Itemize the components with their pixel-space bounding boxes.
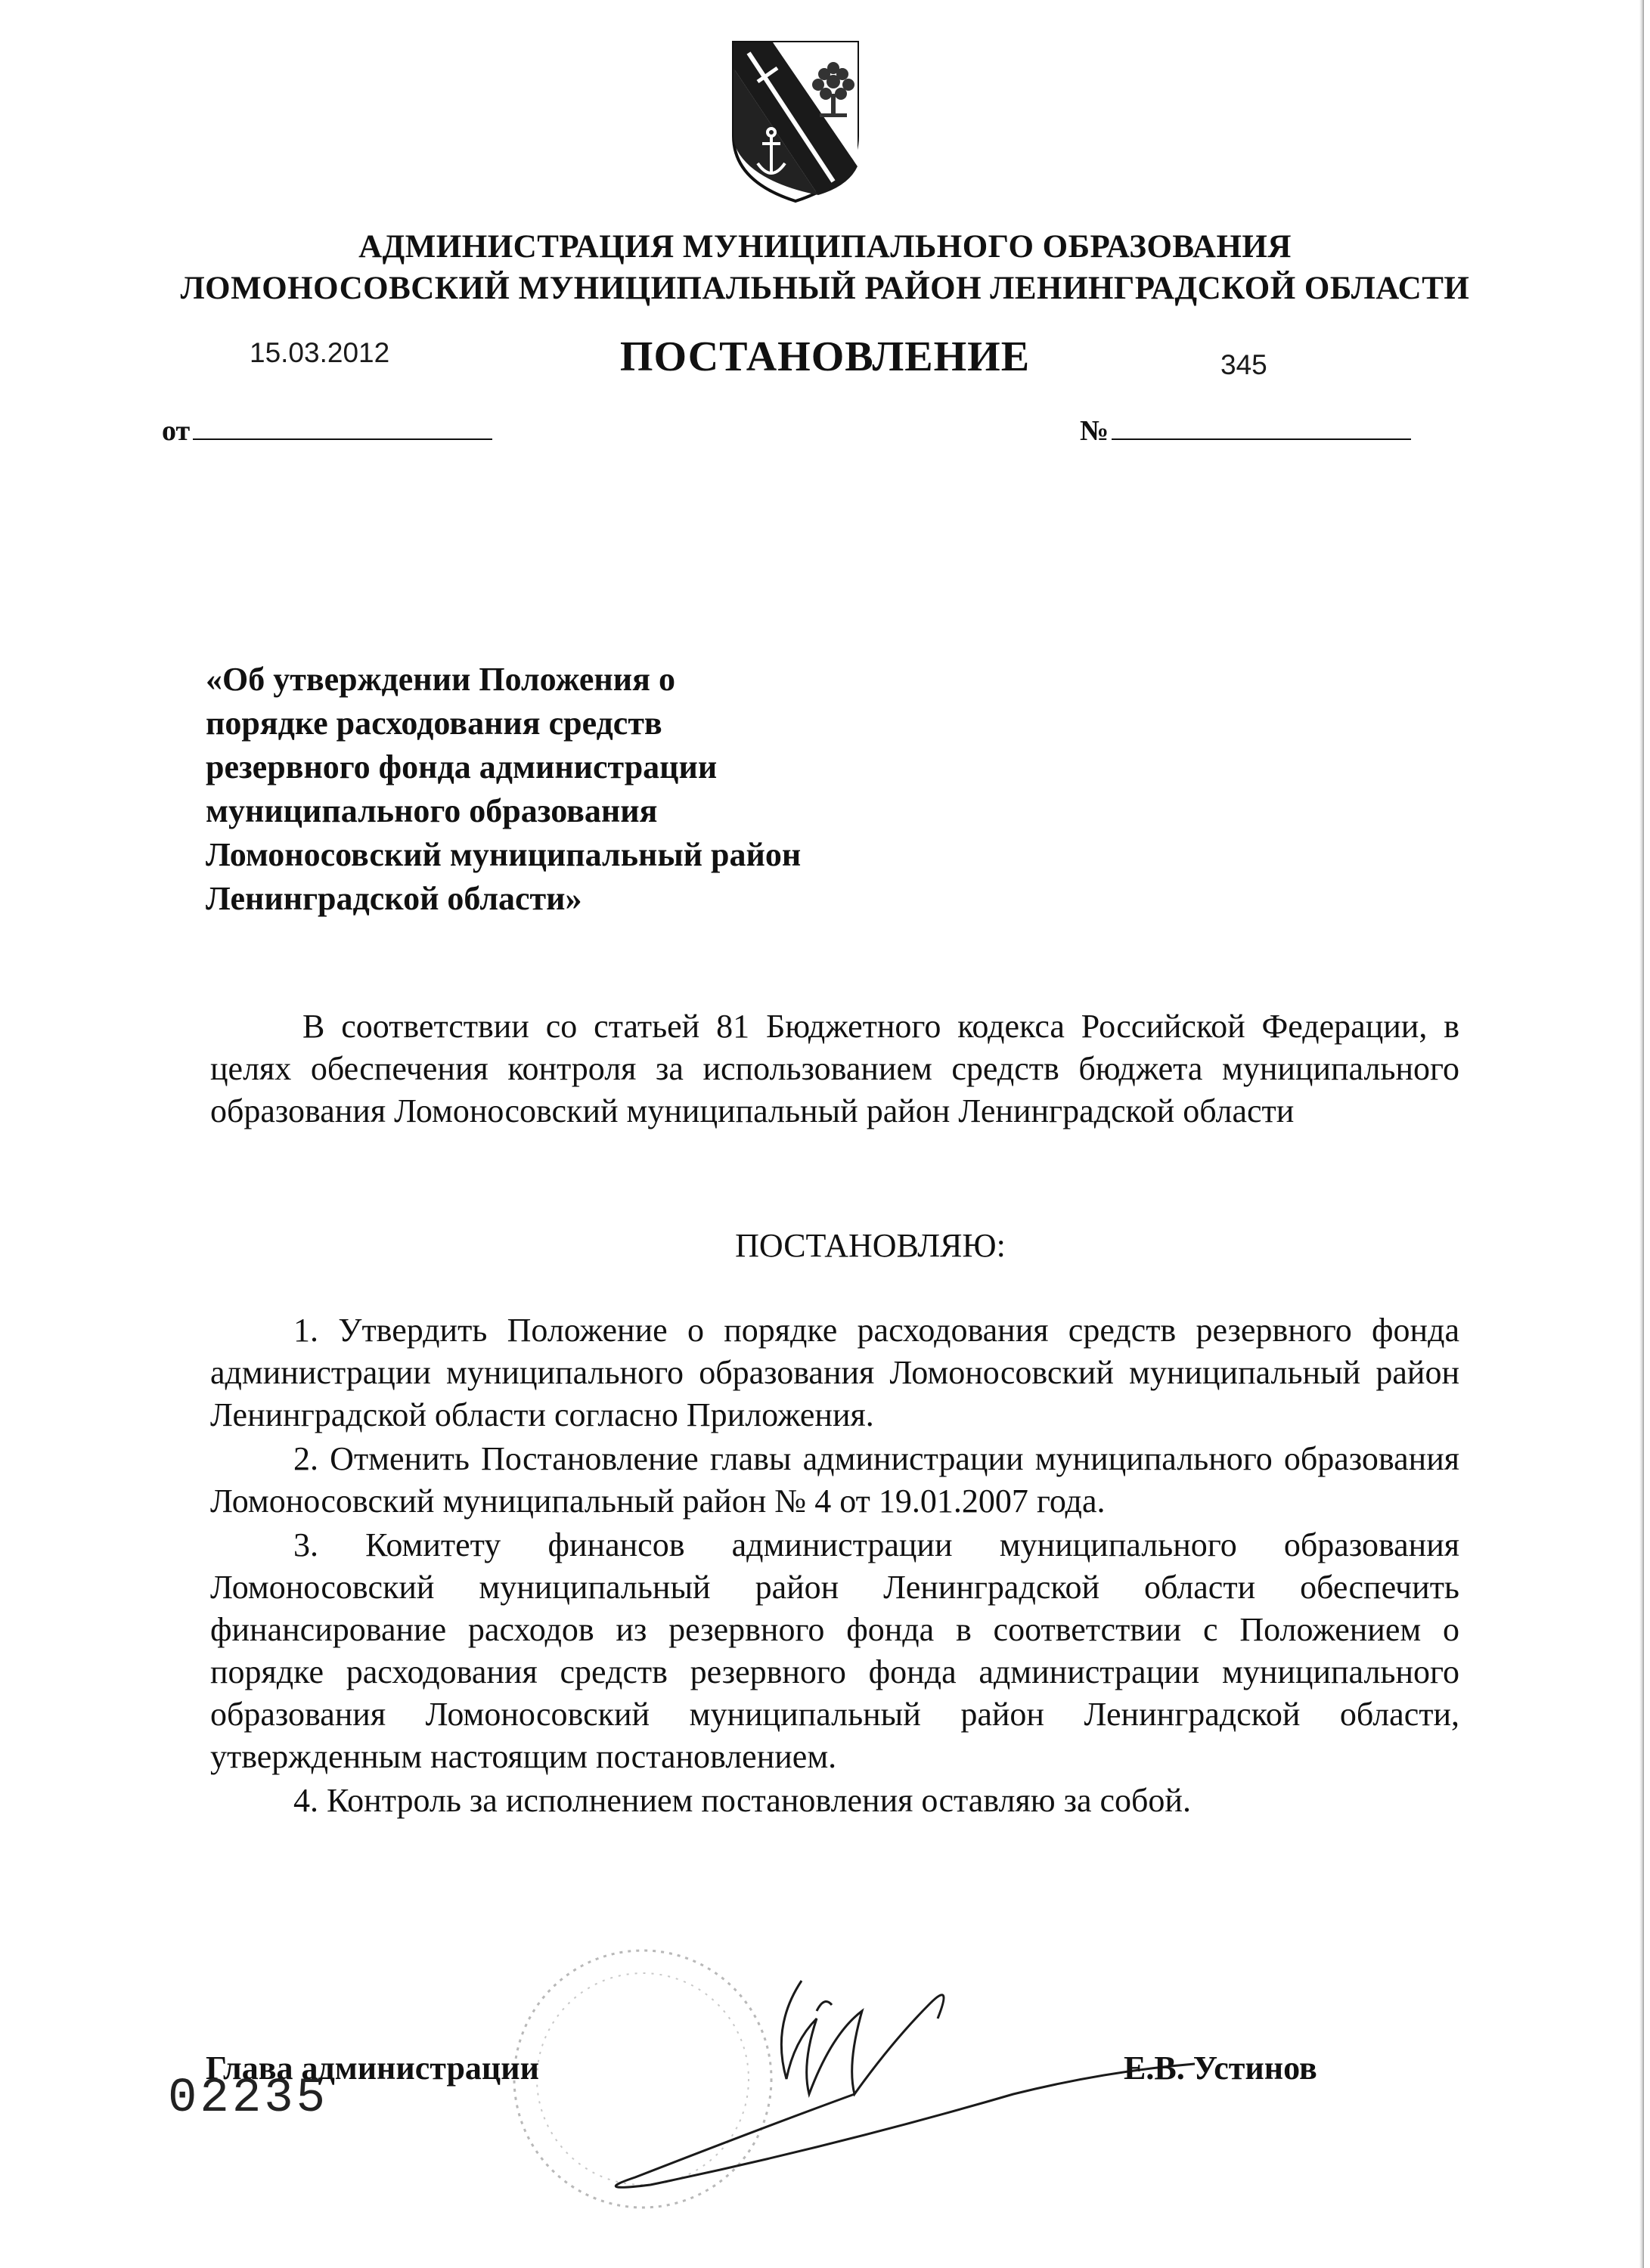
document-type-title: ПОСТАНОВЛЕНИЕ [619, 333, 1031, 380]
decree-item: 4. Контроль за исполнением постановления оставляю за собой. [293, 1782, 1191, 1819]
org-name-line-2: ЛОМОНОСОВСКИЙ МУНИЦИПАЛЬНЫЙ РАЙОН ЛЕНИНГРАДСКОЙ ОБЛАСТИ [180, 271, 1470, 306]
decree-item: 2. Отменить Постановление главы администрации муниципального образования Ломоносовский муниципальный район № 4 от 19.01.2007 года. [210, 1440, 1459, 1520]
registration-stamp-number: 02235 [168, 2071, 329, 2126]
date-field [162, 414, 492, 448]
number-field [1080, 414, 1411, 448]
subject-line: порядке расходования средств [206, 705, 662, 742]
subject-line: резервного фонда администрации [206, 748, 718, 785]
coat-of-arms-icon [727, 38, 864, 206]
number-prefix: № [1080, 415, 1109, 447]
subject-line: Ленинградской области» [206, 880, 582, 917]
org-name-line-1: АДМИНИСТРАЦИЯ МУНИЦИПАЛЬНОГО ОБРАЗОВАНИЯ [358, 229, 1292, 265]
date-underline [193, 437, 492, 440]
signatory-name: Е.В. Устинов [1124, 2050, 1317, 2087]
handwritten-signature [544, 1950, 1225, 2200]
number-underline [1112, 437, 1411, 440]
document-subject [206, 658, 801, 921]
signatory-title: Глава администрации [206, 2050, 539, 2087]
subject-line: Ломоносовский муниципальный район [206, 836, 802, 873]
subject-line: «Об утверждении Положения о [206, 661, 675, 698]
date-prefix: от [162, 415, 191, 447]
decree-item: 1. Утвердить Положение о порядке расходования средств резервного фонда администрации муниципального образования Ломоносовский муниципальный район Ленинградской области согласно Приложения. [210, 1312, 1459, 1433]
intro-paragraph: В соответствии со статьей 81 Бюджетного кодекса Российской Федерации, в целях обеспечения контроля за использованием средств бюджета муниципального образования Ломоносовский муниципальный район Ленинградской области [210, 1008, 1459, 1129]
subject-line: муниципального образования [206, 792, 658, 829]
decree-item: 3. Комитету финансов администрации муниципального образования Ломоносовский муниципальный район Ленинградской области обеспечить финансирование расходов из резервного фонда в соответствии с Положением о порядке расходования средств резервного фонда администрации муниципального образования Ломоносовский муниципальный район Ленинградской области, утвержденным настоящим постановлением. [210, 1526, 1459, 1775]
decree-heading: ПОСТАНОВЛЯЮ: [735, 1227, 1006, 1264]
handwritten-number: 345 [1220, 349, 1267, 380]
handwritten-date: 15.03.2012 [250, 337, 390, 368]
decree-items [210, 1309, 1459, 1823]
